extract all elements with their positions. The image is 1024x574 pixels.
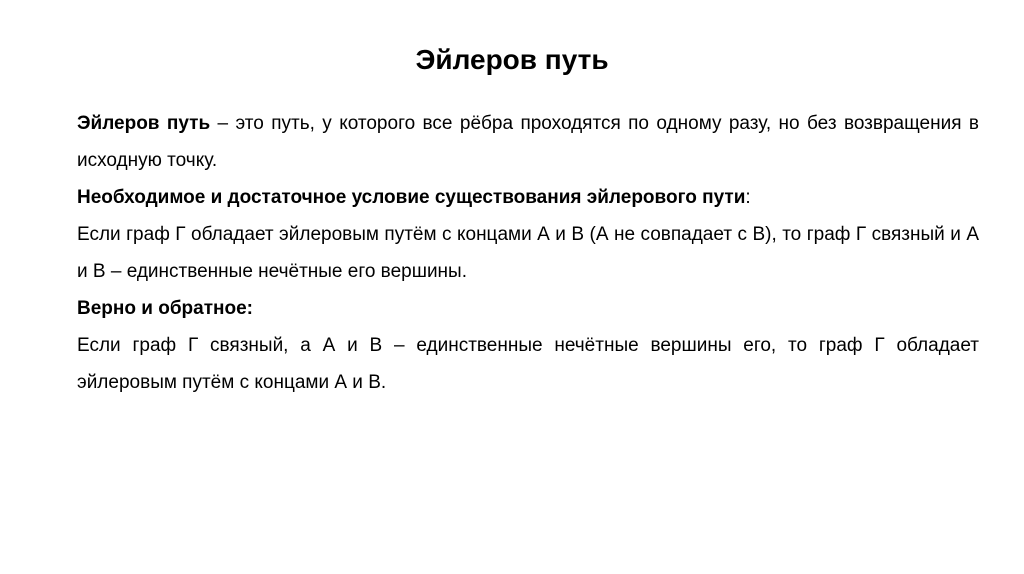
slide-title: Эйлеров путь bbox=[415, 44, 609, 75]
definition-text: – это путь, у которого все рёбра проходятся по одному разу, но без возвращения в исходную точку. bbox=[77, 113, 979, 171]
converse-heading: Верно и обратное: bbox=[77, 298, 254, 319]
condition-heading-text: Необходимое и достаточное условие существования эйлерового пути bbox=[77, 187, 746, 208]
condition-heading-suffix: : bbox=[745, 187, 751, 208]
definition-term: Эйлеров путь bbox=[77, 113, 211, 134]
slide-body bbox=[77, 105, 979, 401]
condition-heading bbox=[77, 179, 979, 216]
converse-paragraph: Если граф Г связный, а А и В – единственные нечётные вершины его, то граф Г обладает эйлеровым путём с концами А и В. bbox=[77, 335, 979, 393]
condition-paragraph: Если граф Г обладает эйлеровым путём с концами А и В (А не совпадает с В), то граф Г связный и А и В – единственные нечётные его вершины. bbox=[77, 224, 979, 282]
definition-paragraph bbox=[77, 105, 979, 179]
